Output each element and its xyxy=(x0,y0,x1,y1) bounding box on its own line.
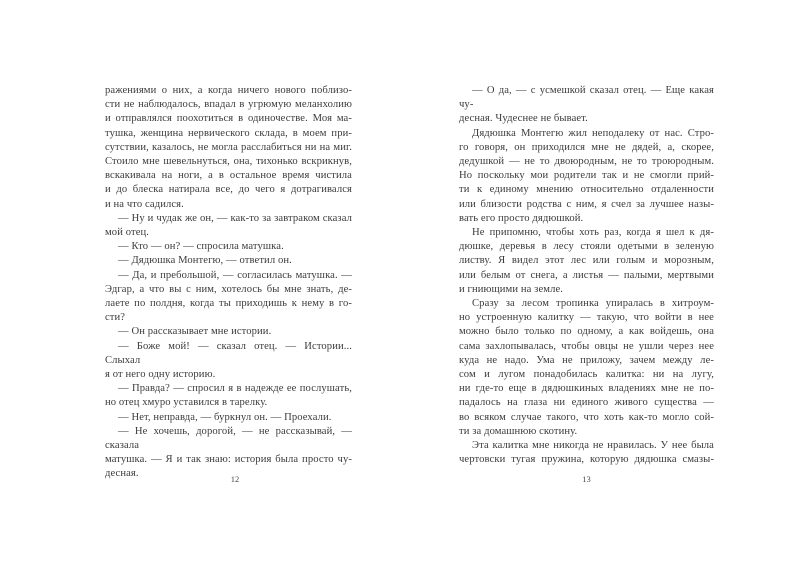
text-line: — Боже мой! — сказал отец. — Истории... Слыхал xyxy=(105,340,352,366)
text-line: го говоря, он приходился мне не дядей, а, скорее, xyxy=(459,141,714,153)
text-line: можно было только по одному, а как войдешь, она xyxy=(459,326,714,338)
text-line: десная. Чудеснее не бывает. xyxy=(459,113,588,125)
text-line: — Да, и пребольшой, — согласилась матушка. — xyxy=(118,269,352,281)
right-page-number: 13 xyxy=(582,474,591,484)
text-line: я от него одну историю. xyxy=(105,369,216,381)
text-line: или белым от снега, а листья — палыми, мертвыми xyxy=(459,269,714,281)
text-line: падалось на глаза ни единого живого существа — xyxy=(459,397,714,409)
text-line: Но поскольку мои родители так и не смогли прий- xyxy=(459,170,714,182)
text-line: Эдгар, а что вы с ним, хотелось бы мне знать, де- xyxy=(105,283,352,295)
text-line: чертовски тугая пружина, которую дядюшка смазы- xyxy=(459,454,714,466)
text-line: — Правда? — спросил я в надежде ее послушать, xyxy=(118,383,352,395)
text-line: куда не надо. Ума не приложу, зачем между ле- xyxy=(459,354,714,366)
text-line: — О да, — с усмешкой сказал отец. — Еще какая чу- xyxy=(459,85,714,111)
right-page-text xyxy=(459,84,714,467)
text-line: — Нет, неправда, — буркнул он. — Проехали. xyxy=(118,411,332,423)
text-line: дюшке, деревья в лесу стояли одетыми в зеленую xyxy=(459,241,714,253)
text-line: мой отец. xyxy=(105,227,150,239)
text-line: десная. xyxy=(105,468,139,480)
text-line: Не припомню, чтобы хоть раз, когда я шел к дя- xyxy=(472,227,714,239)
text-line: тушка, женщина нервического склада, в моем при- xyxy=(105,127,352,139)
text-line: сутствии, казалось, не могла расслабиться ни на миг. xyxy=(105,141,352,153)
text-line: и до блеска натирала все, до чего я дотрагивался xyxy=(105,184,352,196)
text-line: или близости родства с ним, я счел за лучшее назы- xyxy=(459,198,714,210)
text-line: ражениями о них, а когда ничего нового поблизо- xyxy=(105,85,352,96)
text-line: — Ну и чудак же он, — как-то за завтраком сказал xyxy=(118,212,352,224)
text-line: но устроенную калитку — такую, что войти в нее xyxy=(459,312,714,324)
text-line: вать его просто дядюшкой. xyxy=(459,212,584,224)
text-line: Стоило мне шевельнуться, она, тихонько вскрикнув, xyxy=(105,156,352,168)
text-line: дедушкой — не то двоюродным, не то троюродным. xyxy=(459,156,714,168)
text-line: — Дядюшка Монтегю, — ответил он. xyxy=(118,255,292,267)
text-lines xyxy=(105,84,352,482)
text-line: но отец хмуро уставился в тарелку. xyxy=(105,397,268,409)
left-page-number: 12 xyxy=(230,474,240,484)
text-line: во всяком случае такого, что хоть как-то могло сой- xyxy=(459,411,714,423)
text-line: Эта калитка мне никогда не нравилась. У нее была xyxy=(472,440,714,452)
text-line: вскакивала на ноги, а в остальное время чистила xyxy=(105,170,352,182)
text-line: ни где-то еще в дядюшкиных владениях мне не по- xyxy=(459,383,714,395)
text-line: — Кто — он? — спросила матушка. xyxy=(118,241,284,253)
text-line: Сразу за лесом тропинка упиралась в хитроум- xyxy=(472,298,714,310)
text-line: и гниющими на земле. xyxy=(459,283,564,295)
text-line: ти за домашнюю скотину. xyxy=(459,425,578,437)
text-line: сама захлопывалась, чтобы овцы не ушли через нее xyxy=(459,340,714,352)
text-line: сом и лугом понадобилась калитка: ни на лугу, xyxy=(459,369,714,381)
text-line: ти к единому мнению относительно отдаленности xyxy=(459,184,714,196)
text-line: сти? xyxy=(105,312,126,324)
text-line: листву. Я видел этот лес или голым и морозным, xyxy=(459,255,714,267)
text-line: матушка. — Я и так знаю: история была просто чу- xyxy=(105,454,352,466)
left-page-text xyxy=(105,84,352,482)
text-lines xyxy=(459,84,714,467)
text-line: сти не наблюдалось, впадал в угрюмую меланхолию xyxy=(105,99,352,111)
text-line: лаете по полдня, когда ты приходишь к нему в го- xyxy=(105,298,352,310)
text-line: и отправлялся поохотиться в одиночестве. Моя ма- xyxy=(105,113,352,125)
text-line: — Он рассказывает мне истории. xyxy=(118,326,272,338)
text-line: и на что садился. xyxy=(105,198,184,210)
text-line: Дядюшка Монтегю жил неподалеку от нас. Стро- xyxy=(472,127,714,139)
text-line: — Не хочешь, дорогой, — не рассказывай, — сказала xyxy=(105,425,352,452)
